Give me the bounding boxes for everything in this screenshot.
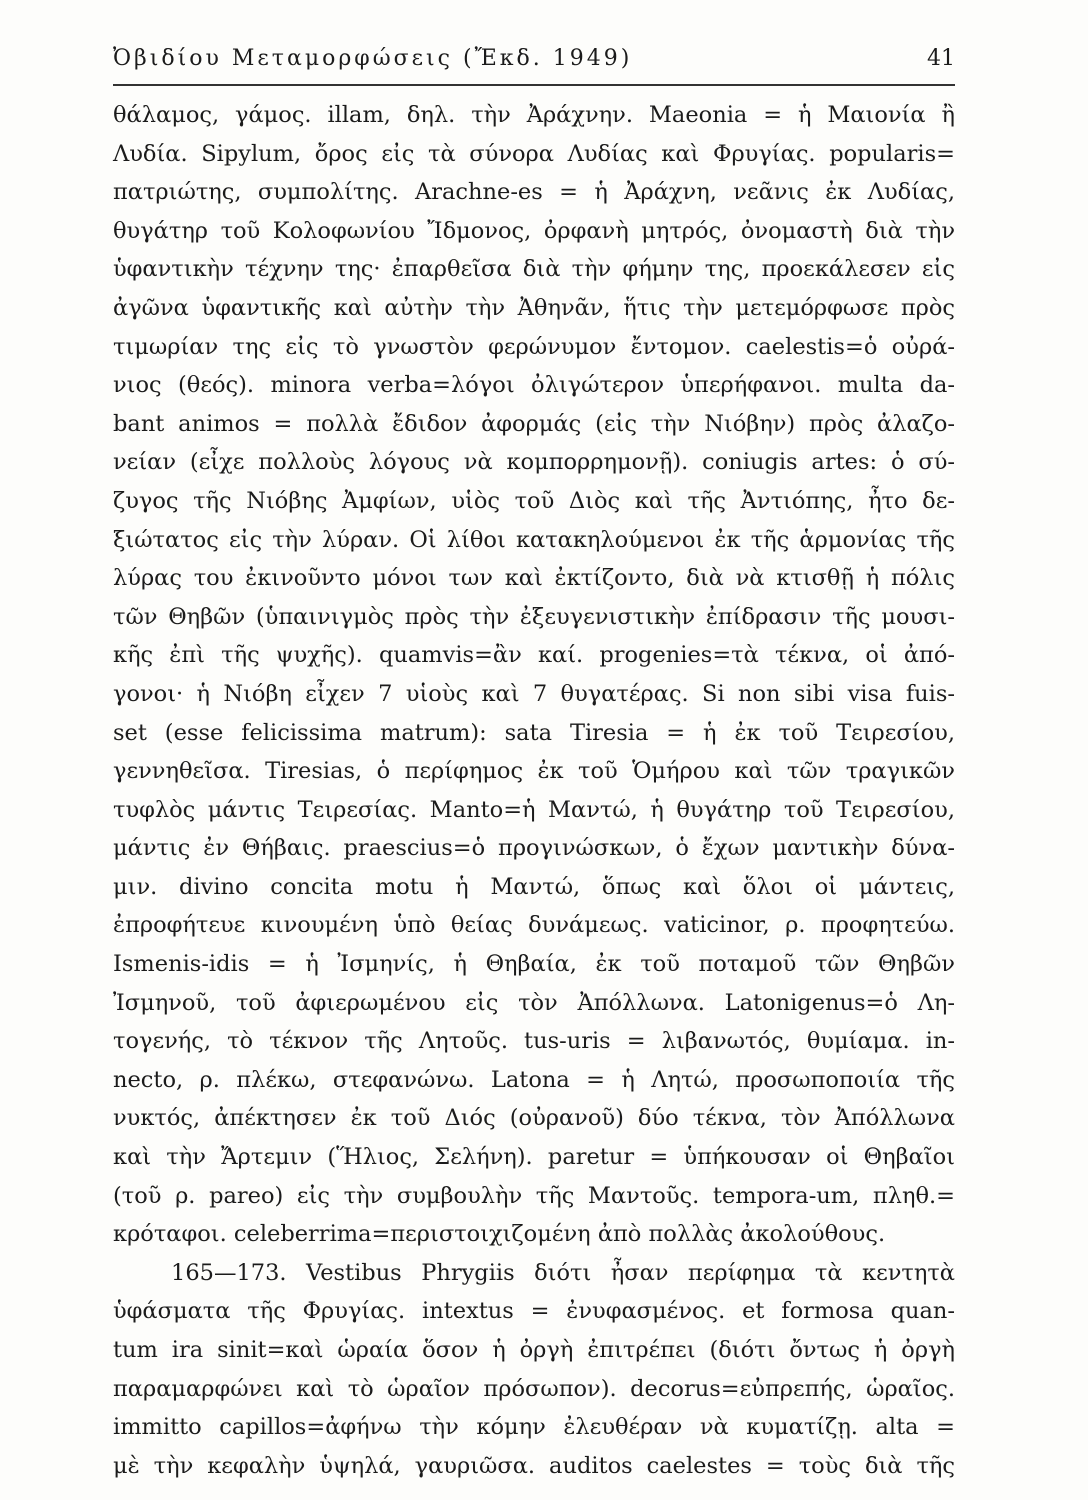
text-line: νιος (θεός). minora verba=λόγοι ὀλιγώτερον ὑπερήφανοι. multa da- [113,372,955,399]
text-line: Ismenis-idis = ἡ Ἰσμηνίς, ἡ Θηβαία, ἐκ τοῦ ποταμοῦ τῶν Θηβῶν [113,951,955,978]
text-line: (τοῦ ρ. pareo) εἰς τὴν συμβουλὴν τῆς Μαντοῦς. tempora-um, πληθ.= [113,1182,955,1209]
text-line: πατριώτης, συμπολίτης. Arachne-es = ἡ Ἀράχνη, νεᾶνις ἐκ Λυδίας, [113,179,955,206]
text-line: τιμωρίαν της εἰς τὸ γνωστὸν φερώνυμον ἔντομον. caelestis=ὁ οὐρά- [113,333,955,360]
text-line: tum ira sinit=καὶ ὡραία ὅσον ἡ ὀργὴ ἐπιτρέπει (διότι ὄντως ἡ ὀργὴ [113,1337,955,1363]
text-line: νείαν (εἶχε πολλοὺς λόγους νὰ κομπορρημονῇ). coniugis artes: ὁ σύ- [113,449,955,476]
header-rule [113,84,955,86]
text-line: κῆς ἐπὶ τῆς ψυχῆς). quamvis=ἂν καί. progenies=τὰ τέκνα, οἱ ἀπό- [113,642,955,669]
text-line: necto, ρ. πλέκω, στεφανώνω. Latona = ἡ Λητώ, προσωποποιία τῆς [113,1066,955,1093]
text-line: λύρας του ἐκινοῦντο μόνοι των καὶ ἐκτίζοντο, διὰ νὰ κτισθῇ ἡ πόλις [113,565,955,592]
text-line: ἀγῶνα ὑφαντικῆς καὶ αὐτὴν τὴν Ἀθηνᾶν, ἥτις τὴν μετεμόρφωσε πρὸς [113,294,955,321]
text-line: Ἰσμηνοῦ, τοῦ ἀφιερωμένου εἰς τὸν Ἀπόλλωνα. Latonigenus=ὁ Λη- [113,989,955,1016]
text-line: μιν. divino concita motu ἡ Μαντώ, ὅπως καὶ ὅλοι οἱ μάντεις, [113,873,955,900]
running-title: Ὀβιδίου Μεταμορφώσεις (Ἔκδ. 1949) [113,46,633,71]
text-line: ὑφαντικὴν τέχνην της· ἐπαρθεῖσα διὰ τὴν φήμην της, προεκάλεσεν εἰς [113,256,955,283]
text-line: νυκτός, ἀπέκτησεν ἐκ τοῦ Διός (οὐρανοῦ) δύο τέκνα, τὸν Ἀπόλλωνα [113,1105,955,1132]
page-number: 41 [927,46,955,71]
text-line: μάντις ἐν Θήβαις. praescius=ὁ προγινώσκων, ὁ ἔχων μαντικὴν δύνα- [113,835,955,862]
text-line: τυφλὸς μάντις Τειρεσίας. Manto=ἡ Μαντώ, ἡ θυγάτηρ τοῦ Τειρεσίου, [113,796,955,823]
text-line: ἐπροφήτευε κινουμένη ὑπὸ θείας δυνάμεως. vaticinor, ρ. προφητεύω. [113,912,955,939]
text-line: τογενής, τὸ τέκνον τῆς Λητοῦς. tus-uris = λιβανωτός, θυμίαμα. in- [113,1028,955,1055]
text-line: set (esse felicissima matrum): sata Tiresia = ἡ ἐκ τοῦ Τειρεσίου, [113,719,955,746]
text-line: ὑφάσματα τῆς Φρυγίας. intextus = ἐνυφασμένος. et formosa quan- [113,1298,955,1325]
text-line: ξιώτατος εἰς τὴν λύραν. Οἱ λίθοι κατακηλούμενοι ἐκ τῆς ἁρμονίας τῆς [113,526,955,553]
text-line: Λυδία. Sipylum, ὄρος εἰς τὰ σύνορα Λυδίας καὶ Φρυγίας. popularis= [113,140,955,167]
text-line: θάλαμος, γάμος. illam, δηλ. τὴν Ἀράχνην. Maeonia = ἡ Μαιονία ἢ [113,102,955,128]
text-line: γονοι· ἡ Νιόβη εἶχεν 7 υἱοὺς καὶ 7 θυγατέρας. Si non sibi visa fuis- [113,680,955,707]
text-line: καὶ τὴν Ἄρτεμιν (Ἥλιος, Σελήνη). paretur = ὑπήκουσαν οἱ Θηβαῖοι [113,1144,955,1171]
text-line: κρόταφοι. celeberrima=περιστοιχιζομένη ἀπὸ πολλὰς ἀκολούθους. [113,1221,886,1248]
text-line: παραμαρφώνει καὶ τὸ ὡραῖον πρόσωπον). decorus=εὐπρεπής, ὡραῖος. [113,1375,955,1402]
text-line: ζυγος τῆς Νιόβης Ἀμφίων, υἱὸς τοῦ Διὸς καὶ τῆς Ἀντιόπης, ἦτο δε- [113,487,955,514]
text-line: bant animos = πολλὰ ἔδιδον ἀφορμάς (εἰς τὴν Νιόβην) πρὸς ἀλαζο- [113,410,955,437]
text-line: μὲ τὴν κεφαλὴν ὑψηλά, γαυριῶσα. auditos caelestes = τοὺς διὰ τῆς [113,1452,955,1479]
paragraph-start-line: 165—173. Vestibus Phrygiis διότι ἦσαν περίφημα τὰ κεντητὰ [171,1259,955,1286]
text-line: θυγάτηρ τοῦ Κολοφωνίου Ἴδμονος, ὀρφανὴ μητρός, ὀνομαστὴ διὰ τὴν [113,217,955,244]
commentary-text [113,96,955,1485]
text-line: τῶν Θηβῶν (ὑπαινιγμὸς πρὸς τὴν ἐξευγενιστικὴν ἐπίδρασιν τῆς μουσι- [113,603,955,630]
text-line: γεννηθεῖσα. Tiresias, ὁ περίφημος ἐκ τοῦ Ὁμήρου καὶ τῶν τραγικῶν [113,758,955,785]
text-line: immitto capillos=ἀφήνω τὴν κόμην ἐλευθέραν νὰ κυματίζῃ. alta = [113,1414,955,1441]
running-header [113,40,955,80]
